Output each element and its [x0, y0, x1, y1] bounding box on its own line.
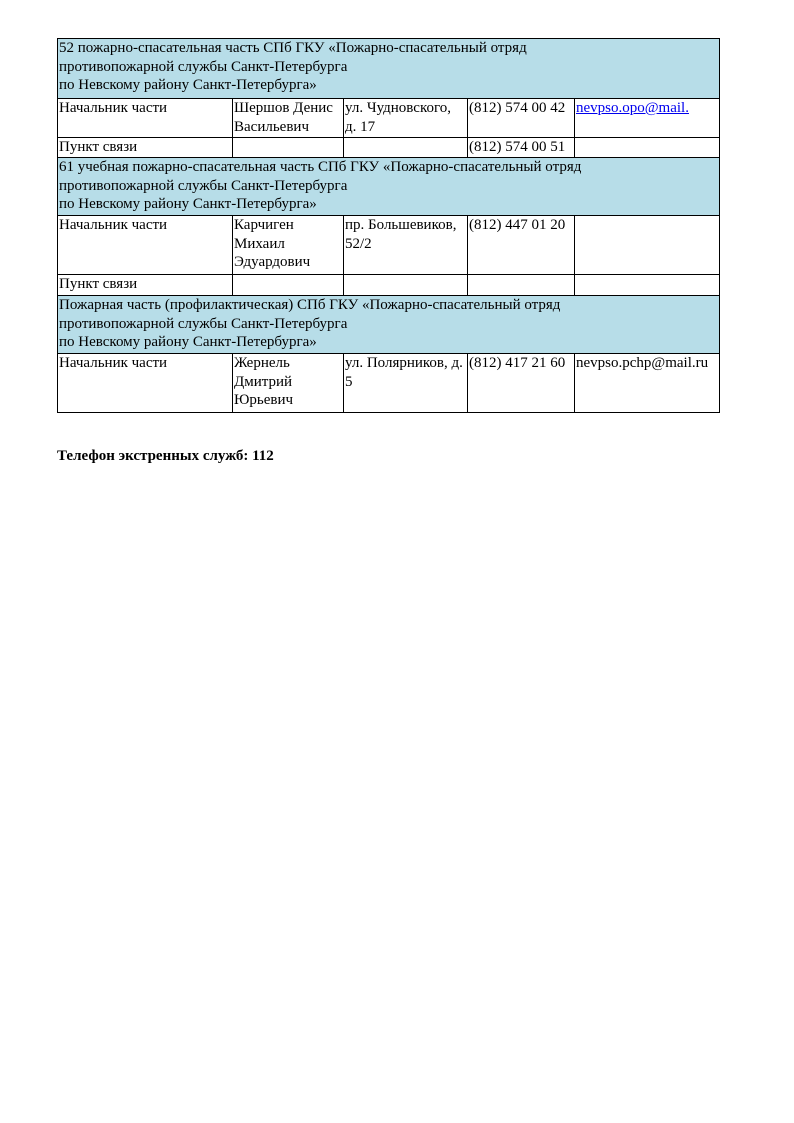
- table-row: [58, 138, 720, 158]
- position-cell: Начальник части: [58, 99, 233, 138]
- position-cell: Начальник части: [58, 216, 233, 275]
- section-header: 52 пожарно-спасательная часть СПб ГКУ «Пожарно-спасательный отряд противопожарной службы Санкт-Петербурга по Невскому району Санкт-Петербурга»: [58, 39, 720, 99]
- phone-cell: (812) 574 00 51: [468, 138, 575, 158]
- position-cell: Начальник части: [58, 354, 233, 413]
- section-header: 61 учебная пожарно-спасательная часть СПб ГКУ «Пожарно-спасательный отряд противопожарной службы Санкт-Петербурга по Невскому району Санкт-Петербурга»: [58, 158, 720, 216]
- section-header-row: [58, 296, 720, 354]
- table-row: [58, 354, 720, 413]
- position-cell: Пункт связи: [58, 275, 233, 296]
- name-cell: Карчиген Михаил Эдуардович: [233, 216, 344, 275]
- emergency-phone-line: Телефон экстренных служб: 112: [57, 448, 274, 464]
- phone-cell: [468, 275, 575, 296]
- name-cell: Шершов Денис Васильевич: [233, 99, 344, 138]
- name-cell: [233, 138, 344, 158]
- table-row: [58, 99, 720, 138]
- email-cell: nevpso.pchp@mail.ru: [575, 354, 720, 413]
- email-link[interactable]: nevpso.opo@mail.: [576, 100, 689, 116]
- name-cell: Жернель Дмитрий Юрьевич: [233, 354, 344, 413]
- table-row: [58, 275, 720, 296]
- phone-cell: (812) 574 00 42: [468, 99, 575, 138]
- email-cell: [575, 138, 720, 158]
- section-header-row: [58, 158, 720, 216]
- phone-cell: (812) 417 21 60: [468, 354, 575, 413]
- address-cell: [344, 275, 468, 296]
- address-cell: ул. Полярников, д. 5: [344, 354, 468, 413]
- fire-stations-contact-table: [57, 38, 720, 413]
- phone-cell: (812) 447 01 20: [468, 216, 575, 275]
- position-cell: Пункт связи: [58, 138, 233, 158]
- email-cell: [575, 216, 720, 275]
- address-cell: [344, 138, 468, 158]
- email-cell: [575, 275, 720, 296]
- email-cell: [575, 99, 720, 138]
- section-header: Пожарная часть (профилактическая) СПб ГКУ «Пожарно-спасательный отряд противопожарной службы Санкт-Петербурга по Невскому району Санкт-Петербурга»: [58, 296, 720, 354]
- address-cell: пр. Большевиков, 52/2: [344, 216, 468, 275]
- address-cell: ул. Чудновского, д. 17: [344, 99, 468, 138]
- table-row: [58, 216, 720, 275]
- section-header-row: [58, 39, 720, 99]
- name-cell: [233, 275, 344, 296]
